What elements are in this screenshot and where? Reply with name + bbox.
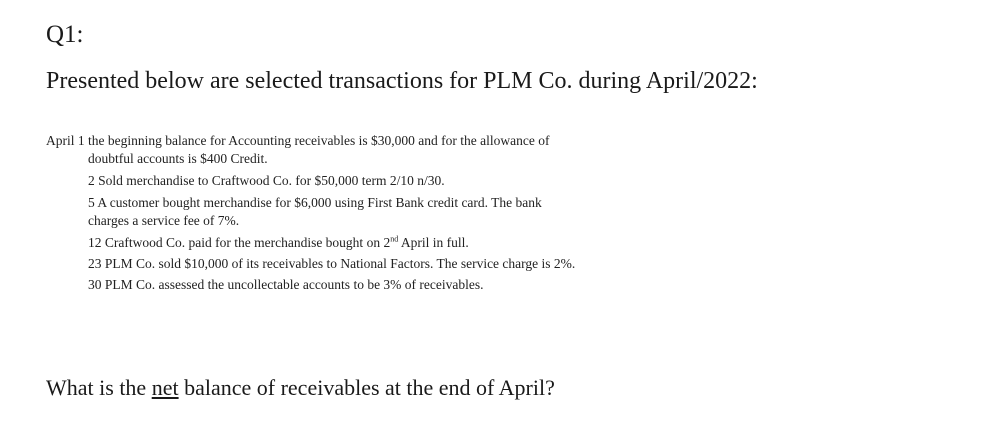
transaction-text: April 1 the beginning balance for Accounting receivables is $30,000 and for the allowance of bbox=[46, 133, 550, 148]
transaction-april-30 bbox=[46, 276, 846, 294]
transaction-april-2 bbox=[46, 172, 846, 190]
transaction-text: 23 PLM Co. sold $10,000 of its receivables to National Factors. The service charge is 2%. bbox=[88, 256, 576, 271]
transaction-text: 30 PLM Co. assessed the uncollectable accounts to be 3% of receivables. bbox=[88, 277, 484, 292]
final-question bbox=[46, 374, 555, 402]
question-number: Q1: bbox=[46, 21, 84, 48]
transaction-april-12 bbox=[46, 234, 846, 252]
transaction-text-main: 12 Craftwood Co. paid for the merchandise bought on 2 bbox=[88, 235, 391, 250]
transaction-april-1 bbox=[46, 132, 846, 168]
transaction-list bbox=[46, 132, 846, 294]
question-intro: Presented below are selected transactions for PLM Co. during April/2022: bbox=[46, 68, 758, 94]
transaction-text-continued: doubtful accounts is $400 Credit. bbox=[88, 151, 268, 166]
transaction-april-5 bbox=[46, 194, 846, 230]
final-question-start: What is the bbox=[46, 375, 152, 400]
transaction-text: 5 A customer bought merchandise for $6,000 using First Bank credit card. The bank bbox=[88, 195, 542, 210]
ordinal-suffix: nd bbox=[390, 234, 399, 244]
final-question-emphasis: net bbox=[151, 375, 179, 400]
transaction-april-23 bbox=[46, 255, 846, 273]
final-question-end: balance of receivables at the end of April? bbox=[178, 375, 555, 400]
transaction-text-tail: April in full. bbox=[398, 235, 469, 250]
transaction-text: 2 Sold merchandise to Craftwood Co. for $50,000 term 2/10 n/30. bbox=[88, 173, 445, 188]
transaction-text-continued: charges a service fee of 7%. bbox=[88, 213, 240, 228]
transaction-text bbox=[46, 234, 846, 252]
